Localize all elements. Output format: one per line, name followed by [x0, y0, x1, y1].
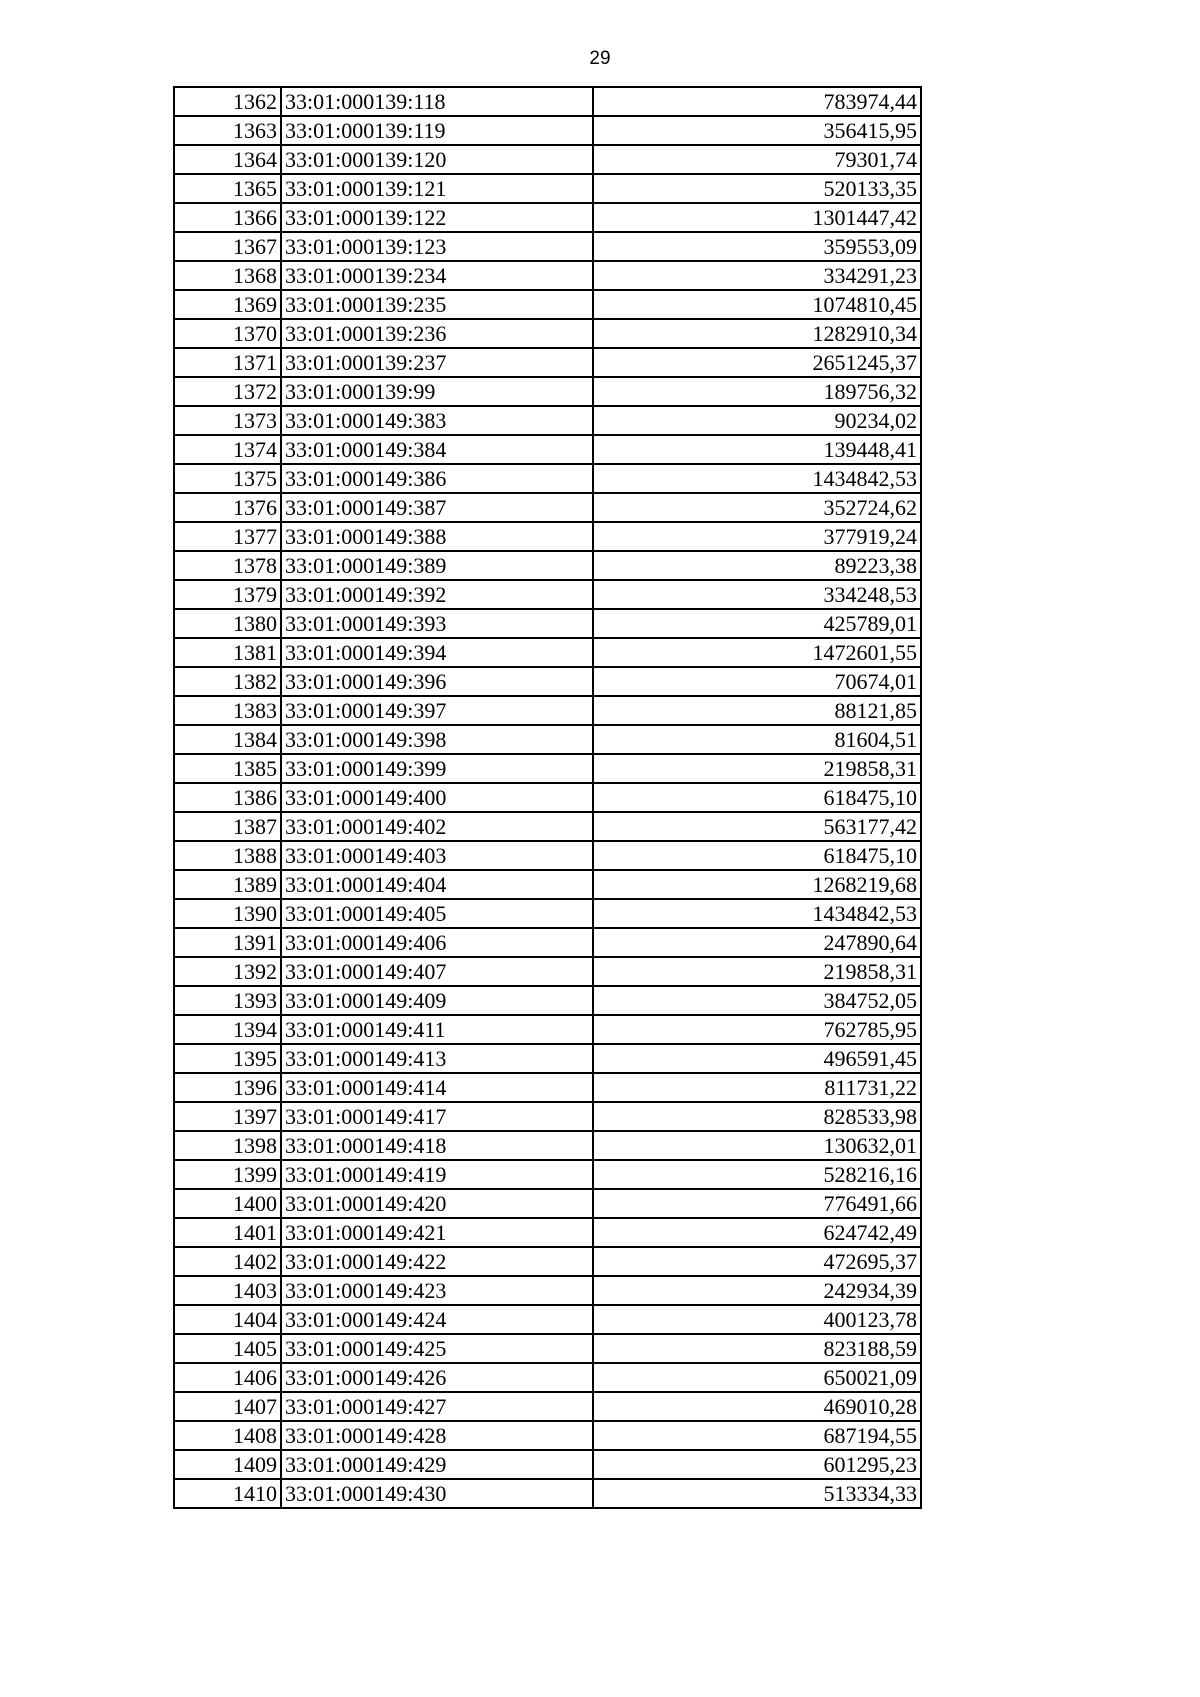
table-row	[174, 1334, 921, 1363]
table-row	[174, 812, 921, 841]
cadastral-number: 33:01:000149:428	[281, 1421, 593, 1450]
cadastral-number: 33:01:000149:418	[281, 1131, 593, 1160]
row-number: 1366	[174, 203, 281, 232]
table-row	[174, 580, 921, 609]
cadastral-number: 33:01:000149:423	[281, 1276, 593, 1305]
row-number: 1402	[174, 1247, 281, 1276]
cadastral-number: 33:01:000149:383	[281, 406, 593, 435]
cadastral-value: 189756,32	[593, 377, 921, 406]
row-number: 1382	[174, 667, 281, 696]
table-row	[174, 1276, 921, 1305]
table-row	[174, 899, 921, 928]
cadastral-value: 520133,35	[593, 174, 921, 203]
cadastral-value: 783974,44	[593, 87, 921, 116]
table-row	[174, 1160, 921, 1189]
row-number: 1369	[174, 290, 281, 319]
table-row	[174, 754, 921, 783]
row-number: 1399	[174, 1160, 281, 1189]
table-row	[174, 145, 921, 174]
cadastral-value: 762785,95	[593, 1015, 921, 1044]
cadastral-number: 33:01:000149:386	[281, 464, 593, 493]
table-row	[174, 1363, 921, 1392]
table-row	[174, 609, 921, 638]
row-number: 1392	[174, 957, 281, 986]
row-number: 1378	[174, 551, 281, 580]
cadastral-value: 618475,10	[593, 841, 921, 870]
registry-table	[173, 86, 922, 1509]
row-number: 1363	[174, 116, 281, 145]
cadastral-number: 33:01:000149:405	[281, 899, 593, 928]
row-number: 1398	[174, 1131, 281, 1160]
table-row	[174, 1044, 921, 1073]
cadastral-number: 33:01:000149:414	[281, 1073, 593, 1102]
table-row	[174, 232, 921, 261]
table-row	[174, 290, 921, 319]
cadastral-number: 33:01:000149:419	[281, 1160, 593, 1189]
table-row	[174, 1015, 921, 1044]
table-row	[174, 1131, 921, 1160]
row-number: 1388	[174, 841, 281, 870]
row-number: 1406	[174, 1363, 281, 1392]
table-row	[174, 377, 921, 406]
row-number: 1376	[174, 493, 281, 522]
row-number: 1365	[174, 174, 281, 203]
row-number: 1379	[174, 580, 281, 609]
cadastral-value: 601295,23	[593, 1450, 921, 1479]
cadastral-value: 377919,24	[593, 522, 921, 551]
cadastral-value: 469010,28	[593, 1392, 921, 1421]
cadastral-number: 33:01:000149:426	[281, 1363, 593, 1392]
cadastral-number: 33:01:000139:237	[281, 348, 593, 377]
cadastral-value: 624742,49	[593, 1218, 921, 1247]
row-number: 1364	[174, 145, 281, 174]
cadastral-value: 1268219,68	[593, 870, 921, 899]
cadastral-number: 33:01:000149:387	[281, 493, 593, 522]
cadastral-number: 33:01:000139:236	[281, 319, 593, 348]
cadastral-value: 247890,64	[593, 928, 921, 957]
table-row	[174, 1102, 921, 1131]
cadastral-value: 811731,22	[593, 1073, 921, 1102]
row-number: 1403	[174, 1276, 281, 1305]
cadastral-value: 687194,55	[593, 1421, 921, 1450]
row-number: 1374	[174, 435, 281, 464]
cadastral-number: 33:01:000149:388	[281, 522, 593, 551]
row-number: 1389	[174, 870, 281, 899]
cadastral-number: 33:01:000149:397	[281, 696, 593, 725]
table-body	[174, 87, 921, 1508]
cadastral-number: 33:01:000139:121	[281, 174, 593, 203]
table-row	[174, 464, 921, 493]
cadastral-value: 528216,16	[593, 1160, 921, 1189]
table-row	[174, 725, 921, 754]
row-number: 1396	[174, 1073, 281, 1102]
cadastral-value: 89223,38	[593, 551, 921, 580]
row-number: 1391	[174, 928, 281, 957]
cadastral-number: 33:01:000139:123	[281, 232, 593, 261]
row-number: 1407	[174, 1392, 281, 1421]
table-row	[174, 493, 921, 522]
cadastral-number: 33:01:000149:399	[281, 754, 593, 783]
cadastral-value: 242934,39	[593, 1276, 921, 1305]
row-number: 1367	[174, 232, 281, 261]
page-number: 29	[589, 48, 611, 69]
cadastral-value: 81604,51	[593, 725, 921, 754]
cadastral-value: 334248,53	[593, 580, 921, 609]
cadastral-value: 356415,95	[593, 116, 921, 145]
cadastral-number: 33:01:000149:430	[281, 1479, 593, 1508]
cadastral-value: 828533,98	[593, 1102, 921, 1131]
table-row	[174, 1218, 921, 1247]
cadastral-value: 384752,05	[593, 986, 921, 1015]
table-row	[174, 928, 921, 957]
cadastral-value: 88121,85	[593, 696, 921, 725]
table-row	[174, 783, 921, 812]
row-number: 1390	[174, 899, 281, 928]
row-number: 1372	[174, 377, 281, 406]
cadastral-number: 33:01:000149:417	[281, 1102, 593, 1131]
cadastral-number: 33:01:000149:394	[281, 638, 593, 667]
table-row	[174, 435, 921, 464]
cadastral-value: 776491,66	[593, 1189, 921, 1218]
row-number: 1408	[174, 1421, 281, 1450]
cadastral-number: 33:01:000149:406	[281, 928, 593, 957]
table-row	[174, 986, 921, 1015]
row-number: 1375	[174, 464, 281, 493]
row-number: 1409	[174, 1450, 281, 1479]
cadastral-value: 1282910,34	[593, 319, 921, 348]
cadastral-number: 33:01:000149:421	[281, 1218, 593, 1247]
table-row	[174, 203, 921, 232]
cadastral-value: 219858,31	[593, 957, 921, 986]
row-number: 1371	[174, 348, 281, 377]
cadastral-value: 618475,10	[593, 783, 921, 812]
table-row	[174, 522, 921, 551]
cadastral-value: 79301,74	[593, 145, 921, 174]
cadastral-value: 650021,09	[593, 1363, 921, 1392]
table-row	[174, 1305, 921, 1334]
table-row	[174, 116, 921, 145]
cadastral-number: 33:01:000139:99	[281, 377, 593, 406]
cadastral-number: 33:01:000149:420	[281, 1189, 593, 1218]
table-row	[174, 406, 921, 435]
table-row	[174, 319, 921, 348]
row-number: 1400	[174, 1189, 281, 1218]
cadastral-number: 33:01:000149:392	[281, 580, 593, 609]
table-row	[174, 1421, 921, 1450]
cadastral-number: 33:01:000149:413	[281, 1044, 593, 1073]
table-row	[174, 696, 921, 725]
cadastral-number: 33:01:000149:384	[281, 435, 593, 464]
table-row	[174, 1479, 921, 1508]
cadastral-value: 1434842,53	[593, 899, 921, 928]
cadastral-number: 33:01:000149:427	[281, 1392, 593, 1421]
table-row	[174, 261, 921, 290]
cadastral-number: 33:01:000139:119	[281, 116, 593, 145]
row-number: 1385	[174, 754, 281, 783]
row-number: 1387	[174, 812, 281, 841]
cadastral-number: 33:01:000139:118	[281, 87, 593, 116]
table-row	[174, 1247, 921, 1276]
cadastral-value: 90234,02	[593, 406, 921, 435]
cadastral-number: 33:01:000149:393	[281, 609, 593, 638]
cadastral-number: 33:01:000149:403	[281, 841, 593, 870]
cadastral-value: 139448,41	[593, 435, 921, 464]
row-number: 1368	[174, 261, 281, 290]
cadastral-value: 70674,01	[593, 667, 921, 696]
cadastral-number: 33:01:000149:425	[281, 1334, 593, 1363]
row-number: 1383	[174, 696, 281, 725]
row-number: 1362	[174, 87, 281, 116]
table-row	[174, 1073, 921, 1102]
table-row	[174, 1392, 921, 1421]
cadastral-number: 33:01:000149:409	[281, 986, 593, 1015]
cadastral-value: 1434842,53	[593, 464, 921, 493]
cadastral-number: 33:01:000149:398	[281, 725, 593, 754]
row-number: 1404	[174, 1305, 281, 1334]
cadastral-value: 2651245,37	[593, 348, 921, 377]
table-row	[174, 638, 921, 667]
table-row	[174, 87, 921, 116]
row-number: 1377	[174, 522, 281, 551]
cadastral-value: 823188,59	[593, 1334, 921, 1363]
row-number: 1401	[174, 1218, 281, 1247]
cadastral-value: 496591,45	[593, 1044, 921, 1073]
table-row	[174, 870, 921, 899]
cadastral-value: 1074810,45	[593, 290, 921, 319]
cadastral-number: 33:01:000149:404	[281, 870, 593, 899]
cadastral-value: 352724,62	[593, 493, 921, 522]
table-row	[174, 551, 921, 580]
row-number: 1386	[174, 783, 281, 812]
cadastral-value: 359553,09	[593, 232, 921, 261]
row-number: 1405	[174, 1334, 281, 1363]
cadastral-value: 1301447,42	[593, 203, 921, 232]
cadastral-value: 425789,01	[593, 609, 921, 638]
table-row	[174, 348, 921, 377]
table-row	[174, 1189, 921, 1218]
cadastral-value: 513334,33	[593, 1479, 921, 1508]
cadastral-number: 33:01:000149:402	[281, 812, 593, 841]
row-number: 1384	[174, 725, 281, 754]
cadastral-number: 33:01:000149:429	[281, 1450, 593, 1479]
cadastral-number: 33:01:000149:424	[281, 1305, 593, 1334]
cadastral-value: 400123,78	[593, 1305, 921, 1334]
cadastral-value: 563177,42	[593, 812, 921, 841]
cadastral-number: 33:01:000149:389	[281, 551, 593, 580]
cadastral-number: 33:01:000149:411	[281, 1015, 593, 1044]
row-number: 1395	[174, 1044, 281, 1073]
row-number: 1381	[174, 638, 281, 667]
table-row	[174, 1450, 921, 1479]
cadastral-value: 1472601,55	[593, 638, 921, 667]
row-number: 1393	[174, 986, 281, 1015]
row-number: 1370	[174, 319, 281, 348]
row-number: 1380	[174, 609, 281, 638]
table-row	[174, 667, 921, 696]
row-number: 1410	[174, 1479, 281, 1508]
table-row	[174, 841, 921, 870]
cadastral-value: 334291,23	[593, 261, 921, 290]
cadastral-number: 33:01:000139:122	[281, 203, 593, 232]
cadastral-number: 33:01:000139:235	[281, 290, 593, 319]
row-number: 1394	[174, 1015, 281, 1044]
cadastral-number: 33:01:000149:422	[281, 1247, 593, 1276]
cadastral-number: 33:01:000149:396	[281, 667, 593, 696]
table-row	[174, 957, 921, 986]
cadastral-value: 472695,37	[593, 1247, 921, 1276]
row-number: 1373	[174, 406, 281, 435]
cadastral-value: 130632,01	[593, 1131, 921, 1160]
cadastral-number: 33:01:000139:120	[281, 145, 593, 174]
row-number: 1397	[174, 1102, 281, 1131]
cadastral-number: 33:01:000139:234	[281, 261, 593, 290]
cadastral-value: 219858,31	[593, 754, 921, 783]
cadastral-number: 33:01:000149:400	[281, 783, 593, 812]
table-row	[174, 174, 921, 203]
cadastral-number: 33:01:000149:407	[281, 957, 593, 986]
